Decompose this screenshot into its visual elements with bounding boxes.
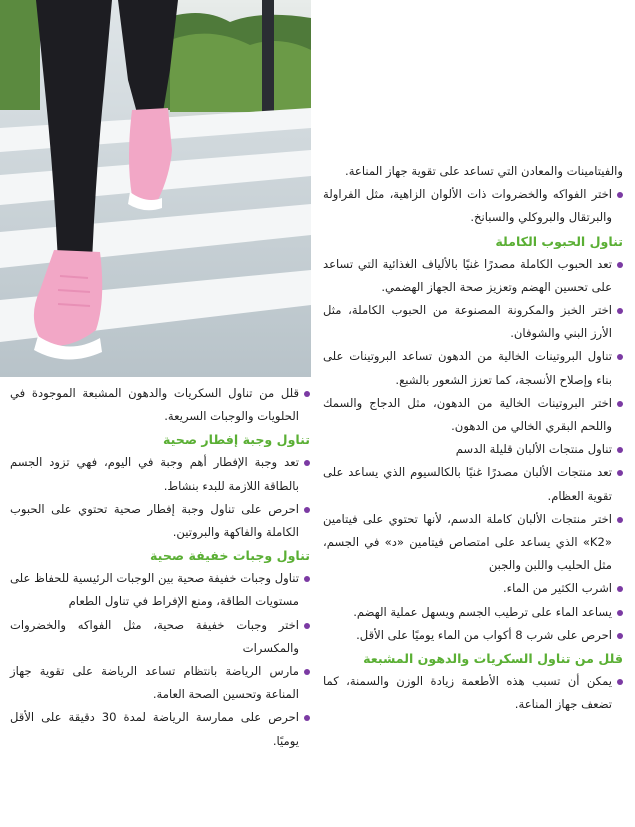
list-item: تعد منتجات الألبان مصدرًا غنيًا بالكالسيوم الذي يساعد على تقوية العظام. — [323, 461, 623, 507]
list-item: اشرب الكثير من الماء. — [323, 577, 623, 600]
heading-whole-grains: تناول الحبوب الكاملة — [495, 233, 623, 249]
list-item: قلل من تناول السكريات والدهون المشبعة الموجودة في الحلويات والوجبات السريعة. — [10, 382, 310, 428]
heading-reduce-sugars: قلل من تناول السكريات والدهون المشبعة — [363, 651, 623, 667]
runner-legs-illustration — [0, 0, 311, 377]
left-column — [10, 382, 310, 753]
list-item: تعد وجبة الإفطار أهم وجبة في اليوم، فهي تزود الجسم بالطاقة اللازمة للبدء بنشاط. — [10, 451, 310, 497]
list-item: احرص على تناول وجبة إفطار صحية تحتوي على الحبوب الكاملة والفاكهة والبروتين. — [10, 498, 310, 544]
list-item: اختر منتجات الألبان كاملة الدسم، لأنها تحتوي على فيتامين «K2» الذي يساعد على امتصاص فيتامين «د» في الجسم، مثل الحليب واللبن والجبن — [323, 508, 623, 578]
runner-photo — [0, 0, 311, 377]
list-item: اختر الفواكه والخضروات ذات الألوان الزاهية، مثل الفراولة والبرتقال والبروكلي والسبانخ. — [323, 183, 623, 229]
list-item: اختر وجبات خفيفة صحية، مثل الفواكه والخضروات والمكسرات — [10, 614, 310, 660]
paragraph-vitamins: والفيتامينات والمعادن التي تساعد على تقوية جهاز المناعة. — [345, 164, 623, 178]
list-item: تناول منتجات الألبان قليلة الدسم — [323, 438, 623, 461]
list-item: يمكن أن تسبب هذه الأطعمة زيادة الوزن والسمنة، كما تضعف جهاز المناعة. — [323, 670, 623, 716]
list-item: اختر الخبز والمكرونة المصنوعة من الحبوب الكاملة، مثل الأرز البني والشوفان. — [323, 299, 623, 345]
list-item: تناول البروتينات الخالية من الدهون تساعد البروتينات على بناء وإصلاح الأنسجة، كما تعزز الشعور بالشبع. — [323, 345, 623, 391]
right-column — [323, 160, 623, 716]
list-item: تعد الحبوب الكاملة مصدرًا غنيًا بالألياف الغذائية التي تساعد على تحسين الهضم وتعزيز صحة الجهاز الهضمي. — [323, 253, 623, 299]
list-item: تناول وجبات خفيفة صحية بين الوجبات الرئيسية للحفاظ على مستويات الطاقة، ومنع الإفراط في تناول الطعام — [10, 567, 310, 613]
list-item: يساعد الماء على ترطيب الجسم ويسهل عملية الهضم. — [323, 601, 623, 624]
list-item: مارس الرياضة بانتظام تساعد الرياضة على تقوية جهاز المناعة وتحسين الصحة العامة. — [10, 660, 310, 706]
list-item: احرص على شرب 8 أكواب من الماء يوميًا على الأقل. — [323, 624, 623, 647]
heading-healthy-breakfast: تناول وجبة إفطار صحية — [162, 432, 310, 448]
list-item: اختر البروتينات الخالية من الدهون، مثل الدجاج والسمك واللحم البقري الخالي من الدهون. — [323, 392, 623, 438]
list-item: احرص على ممارسة الرياضة لمدة 30 دقيقة على الأقل يوميًا. — [10, 706, 310, 752]
heading-healthy-snacks: تناول وجبات خفيفة صحية — [150, 548, 310, 564]
